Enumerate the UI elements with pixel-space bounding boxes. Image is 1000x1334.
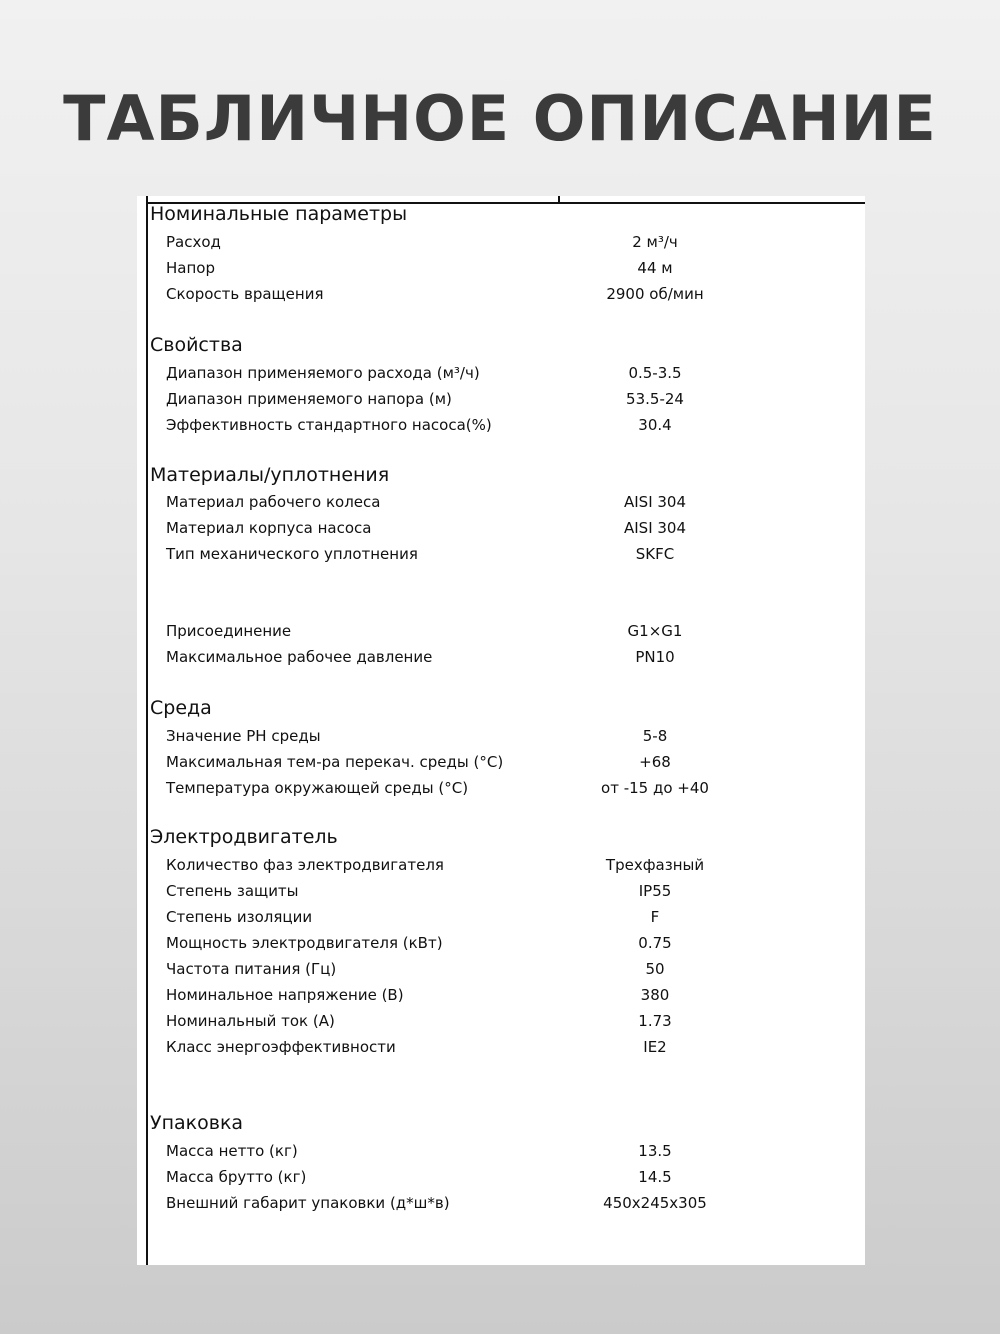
section-title-motor: Электродвигатель: [150, 826, 338, 848]
table-row: [137, 880, 865, 902]
table-row: [137, 1140, 865, 1162]
table-row: [137, 620, 865, 642]
row-value: +68: [639, 753, 671, 771]
table-row: [137, 231, 865, 253]
table-row: [137, 388, 865, 410]
row-label: Степень изоляции: [166, 908, 313, 926]
row-value: 13.5: [638, 1142, 672, 1160]
row-value: AISI 304: [623, 519, 687, 537]
row-label: Количество фаз электродвигателя: [166, 856, 444, 874]
table-row: [137, 1166, 865, 1188]
row-label: Тип механического уплотнения: [166, 545, 418, 563]
table-row: [137, 906, 865, 928]
row-label: Материал корпуса насоса: [166, 519, 372, 537]
row-label: Температура окружающей среды (°C): [166, 779, 469, 797]
row-value: 53.5-24: [626, 390, 684, 408]
row-label: Присоединение: [166, 622, 292, 640]
row-label: Номинальный ток (А): [166, 1012, 335, 1030]
row-label: Номинальное напряжение (В): [166, 986, 404, 1004]
row-label: Класс энергоэффективности: [166, 1038, 396, 1056]
section-title-medium: Среда: [150, 697, 212, 719]
table-row: [137, 491, 865, 513]
row-value: AISI 304: [623, 493, 687, 511]
table-row: [137, 517, 865, 539]
page-title: ТАБЛИЧНОЕ ОПИСАНИЕ: [63, 82, 937, 155]
table-row: [137, 725, 865, 747]
table-row: [137, 751, 865, 773]
table-row: [137, 1036, 865, 1058]
table-row: [137, 362, 865, 384]
row-label: Расход: [166, 233, 221, 251]
table-row: [137, 257, 865, 279]
row-value: 0.75: [638, 934, 672, 952]
row-value: 44 м: [637, 259, 673, 277]
row-label: Диапазон применяемого напора (м): [166, 390, 452, 408]
row-value: 2900 об/мин: [606, 285, 704, 303]
table-row: [137, 1192, 865, 1214]
row-value: 2 м³/ч: [632, 233, 678, 251]
table-row: [137, 958, 865, 980]
row-label: Степень защиты: [166, 882, 299, 900]
section-title-packaging: Упаковка: [150, 1112, 244, 1134]
section-title-properties: Свойства: [150, 334, 243, 356]
row-label: Материал рабочего колеса: [166, 493, 381, 511]
row-value: 5-8: [642, 727, 668, 745]
row-value: G1×G1: [627, 622, 683, 640]
table-row: [137, 646, 865, 668]
row-value: Трехфазный: [605, 856, 705, 874]
row-value: от -15 до +40: [601, 779, 709, 797]
row-label: Скорость вращения: [166, 285, 324, 303]
row-value: PN10: [635, 648, 675, 666]
row-label: Максимальная тем-ра перекач. среды (°C): [166, 753, 504, 771]
row-value: IE2: [643, 1038, 667, 1056]
row-label: Масса брутто (кг): [166, 1168, 307, 1186]
row-label: Диапазон применяемого расхода (м³/ч): [166, 364, 480, 382]
section-title-nominal: Номинальные параметры: [150, 203, 408, 225]
table-row: [137, 854, 865, 876]
row-label: Максимальное рабочее давление: [166, 648, 433, 666]
row-value: 380: [640, 986, 670, 1004]
table-row: [137, 543, 865, 565]
table-row: [137, 283, 865, 305]
row-value: 450x245x305: [603, 1194, 707, 1212]
table-row: [137, 414, 865, 436]
row-value: 1.73: [638, 1012, 672, 1030]
row-label: Мощность электродвигателя (кВт): [166, 934, 443, 952]
table-row: [137, 1010, 865, 1032]
table-row: [137, 984, 865, 1006]
row-label: Значение PH среды: [166, 727, 321, 745]
table-row: [137, 932, 865, 954]
row-value: 50: [645, 960, 665, 978]
row-label: Эффективность стандартного насоса(%): [166, 416, 492, 434]
row-value: 14.5: [638, 1168, 672, 1186]
section-title-materials: Материалы/уплотнения: [150, 464, 390, 486]
row-value: 30.4: [638, 416, 672, 434]
row-label: Напор: [166, 259, 215, 277]
row-value: 0.5-3.5: [628, 364, 682, 382]
table-row: [137, 777, 865, 799]
row-label: Частота питания (Гц): [166, 960, 337, 978]
row-value: F: [650, 908, 660, 926]
row-label: Масса нетто (кг): [166, 1142, 298, 1160]
row-value: IP55: [638, 882, 672, 900]
spec-sheet: [137, 196, 865, 1265]
row-value: SKFC: [635, 545, 675, 563]
row-label: Внешний габарит упаковки (д*ш*в): [166, 1194, 450, 1212]
